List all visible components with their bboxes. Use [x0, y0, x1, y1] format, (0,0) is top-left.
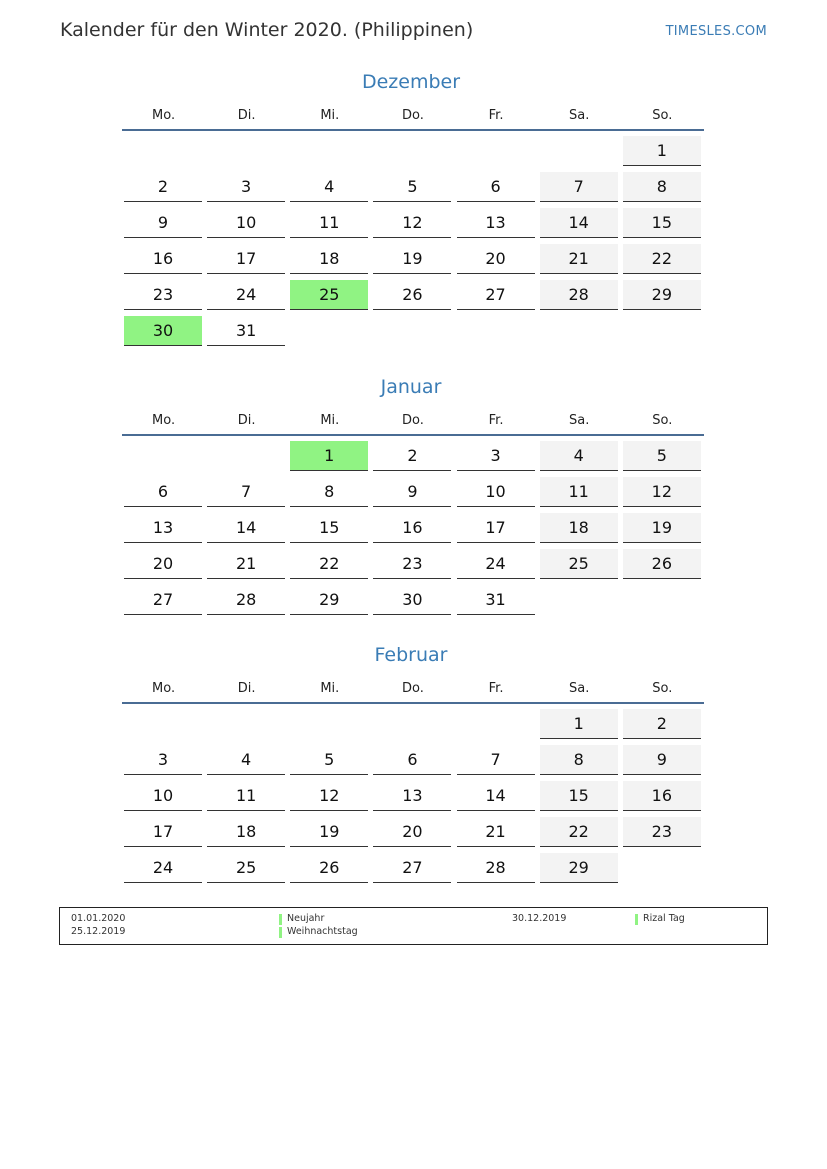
day-cell: 3	[207, 172, 285, 202]
month-name: Februar	[374, 644, 448, 666]
day-cell: 21	[207, 549, 285, 579]
day-cell: 29	[623, 280, 701, 310]
day-cell: 10	[124, 781, 202, 811]
day-cell: 18	[207, 817, 285, 847]
day-cell: 9	[373, 477, 451, 507]
day-cell: 6	[457, 172, 535, 202]
day-cell: 17	[457, 513, 535, 543]
day-cell: 27	[457, 280, 535, 310]
day-cell: 7	[207, 477, 285, 507]
day-cell: 31	[207, 316, 285, 346]
day-cell: 12	[290, 781, 368, 811]
day-cell: 20	[124, 549, 202, 579]
day-cell: 7	[457, 745, 535, 775]
legend-holiday-name: Neujahr	[287, 913, 325, 924]
day-cell: 7	[540, 172, 618, 202]
day-cell: 23	[623, 817, 701, 847]
day-cell: 2	[623, 709, 701, 739]
weekday-header	[122, 411, 704, 436]
legend-holiday-name: Rizal Tag	[643, 913, 685, 924]
day-cell: 6	[373, 745, 451, 775]
weekday-label: Mi.	[320, 681, 340, 696]
day-cell: 14	[540, 208, 618, 238]
day-cell: 16	[124, 244, 202, 274]
day-cell: 14	[207, 513, 285, 543]
holiday-marker-icon	[635, 914, 638, 925]
day-cell: 17	[207, 244, 285, 274]
day-grid	[122, 441, 704, 621]
day-cell: 23	[124, 280, 202, 310]
weekday-header	[122, 106, 704, 131]
day-cell: 24	[457, 549, 535, 579]
day-cell: 30	[373, 585, 451, 615]
weekday-label: Mi.	[320, 108, 340, 123]
legend-date: 30.12.2019	[512, 913, 567, 924]
day-cell: 25	[540, 549, 618, 579]
month-block	[122, 70, 704, 352]
weekday-label: Fr.	[488, 108, 504, 123]
day-cell: 3	[457, 441, 535, 471]
weekday-label: Do.	[402, 413, 424, 428]
day-cell: 22	[290, 549, 368, 579]
day-cell: 3	[124, 745, 202, 775]
day-cell: 2	[124, 172, 202, 202]
site-link[interactable]: TIMESLES.COM	[665, 24, 767, 39]
legend-holiday-name: Weihnachtstag	[287, 926, 358, 937]
day-grid	[122, 709, 704, 889]
month-name: Januar	[380, 376, 442, 398]
day-cell: 13	[373, 781, 451, 811]
weekday-label: Sa.	[569, 108, 590, 123]
weekday-label: Mo.	[152, 108, 176, 123]
day-cell: 8	[623, 172, 701, 202]
day-cell: 8	[540, 745, 618, 775]
day-cell: 15	[540, 781, 618, 811]
day-cell: 5	[373, 172, 451, 202]
day-cell: 15	[290, 513, 368, 543]
day-cell: 29	[540, 853, 618, 883]
holiday-legend	[59, 907, 768, 945]
day-cell: 18	[540, 513, 618, 543]
day-cell: 5	[290, 745, 368, 775]
day-cell: 21	[457, 817, 535, 847]
day-cell: 9	[124, 208, 202, 238]
day-cell: 4	[207, 745, 285, 775]
day-cell: 20	[457, 244, 535, 274]
day-cell: 15	[623, 208, 701, 238]
day-cell: 21	[540, 244, 618, 274]
weekday-label: So.	[652, 108, 673, 123]
weekday-label: Sa.	[569, 681, 590, 696]
holiday-marker-icon	[279, 927, 282, 938]
holiday-marker-icon	[279, 914, 282, 925]
weekday-label: Fr.	[488, 413, 504, 428]
day-cell: 20	[373, 817, 451, 847]
day-cell: 26	[290, 853, 368, 883]
day-cell: 4	[540, 441, 618, 471]
weekday-label: Di.	[237, 413, 256, 428]
day-cell: 17	[124, 817, 202, 847]
weekday-header	[122, 679, 704, 704]
day-cell: 19	[623, 513, 701, 543]
day-cell: 19	[373, 244, 451, 274]
day-cell: 28	[207, 585, 285, 615]
weekday-label: Fr.	[488, 681, 504, 696]
weekday-label: So.	[652, 413, 673, 428]
day-cell: 12	[373, 208, 451, 238]
day-cell-holiday: 30	[124, 316, 202, 346]
month-block	[122, 643, 704, 889]
day-cell: 27	[373, 853, 451, 883]
day-cell: 16	[623, 781, 701, 811]
day-cell: 14	[457, 781, 535, 811]
day-cell-holiday: 25	[290, 280, 368, 310]
day-cell: 2	[373, 441, 451, 471]
day-cell: 28	[457, 853, 535, 883]
day-cell: 6	[124, 477, 202, 507]
day-cell: 22	[540, 817, 618, 847]
weekday-label: Mo.	[152, 681, 176, 696]
legend-date: 25.12.2019	[71, 926, 126, 937]
day-cell: 27	[124, 585, 202, 615]
day-cell: 28	[540, 280, 618, 310]
day-cell: 18	[290, 244, 368, 274]
weekday-label: Mi.	[320, 413, 340, 428]
day-cell: 5	[623, 441, 701, 471]
day-cell: 31	[457, 585, 535, 615]
day-cell: 29	[290, 585, 368, 615]
day-cell: 10	[207, 208, 285, 238]
weekday-label: Do.	[402, 108, 424, 123]
day-cell: 13	[124, 513, 202, 543]
weekday-label: So.	[652, 681, 673, 696]
day-cell-holiday: 1	[290, 441, 368, 471]
day-cell: 16	[373, 513, 451, 543]
day-cell: 26	[373, 280, 451, 310]
day-grid	[122, 136, 704, 352]
day-cell: 8	[290, 477, 368, 507]
day-cell: 25	[207, 853, 285, 883]
day-cell: 10	[457, 477, 535, 507]
day-cell: 12	[623, 477, 701, 507]
day-cell: 24	[207, 280, 285, 310]
day-cell: 19	[290, 817, 368, 847]
day-cell: 22	[623, 244, 701, 274]
weekday-label: Di.	[237, 108, 256, 123]
month-block	[122, 375, 704, 621]
page-title: Kalender für den Winter 2020. (Philippinen)	[60, 19, 474, 41]
weekday-label: Do.	[402, 681, 424, 696]
day-cell: 1	[540, 709, 618, 739]
day-cell: 23	[373, 549, 451, 579]
day-cell: 11	[207, 781, 285, 811]
weekday-label: Di.	[237, 681, 256, 696]
weekday-label: Mo.	[152, 413, 176, 428]
day-cell: 11	[540, 477, 618, 507]
day-cell: 11	[290, 208, 368, 238]
day-cell: 13	[457, 208, 535, 238]
weekday-label: Sa.	[569, 413, 590, 428]
day-cell: 1	[623, 136, 701, 166]
day-cell: 4	[290, 172, 368, 202]
day-cell: 26	[623, 549, 701, 579]
month-name: Dezember	[361, 71, 461, 93]
day-cell: 24	[124, 853, 202, 883]
day-cell: 9	[623, 745, 701, 775]
legend-date: 01.01.2020	[71, 913, 126, 924]
